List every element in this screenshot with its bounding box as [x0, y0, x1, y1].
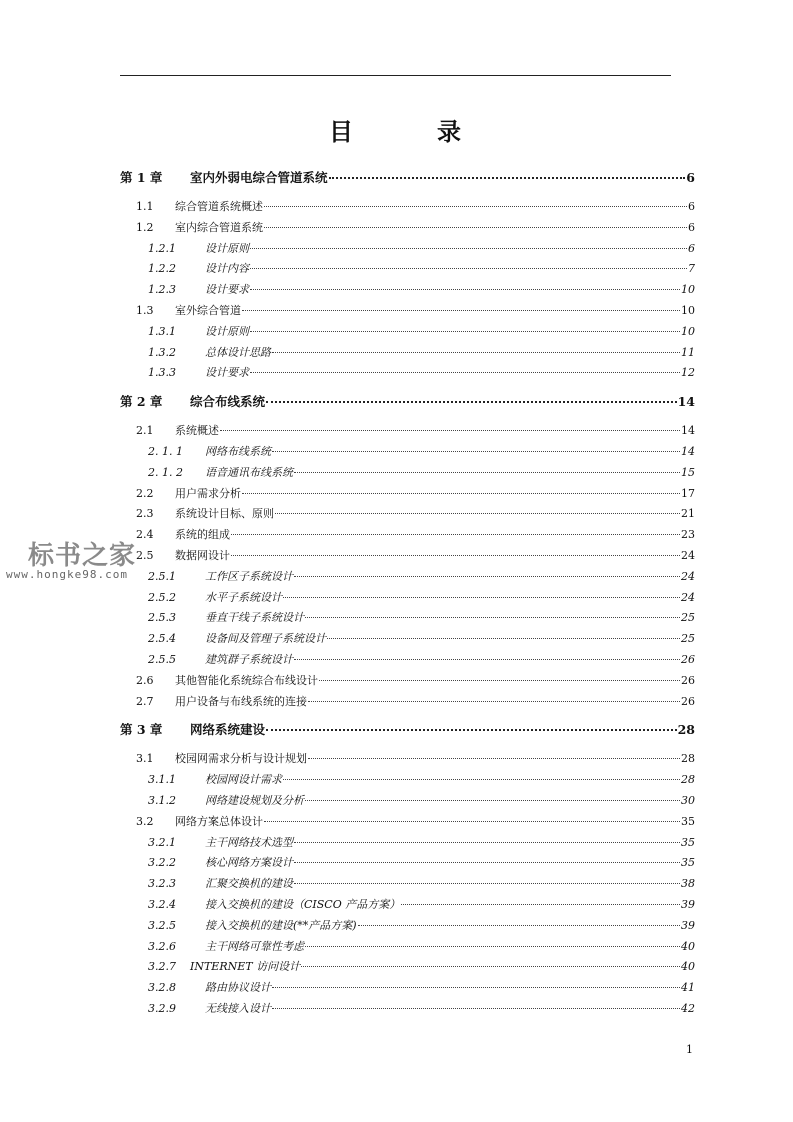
toc-entry-title: 用户设备与布线系统的连接	[175, 694, 307, 708]
toc-entry-title: 无线接入设计	[205, 1001, 271, 1015]
toc-entry-title: 核心网络方案设计	[205, 856, 293, 870]
toc-entry-title: INTERNET 访问设计	[190, 960, 301, 974]
toc-entry-number: 2.2	[136, 486, 154, 500]
toc-entry-title: 系统设计目标、原则	[175, 507, 274, 521]
toc-entry-page: 6	[688, 241, 695, 255]
toc-entry-title: 室内综合管道系统	[175, 220, 263, 234]
toc-entry-title: 综合管道系统概述	[175, 200, 263, 213]
toc-leader-dots	[250, 372, 680, 373]
toc-leader-dots	[272, 352, 680, 353]
toc-entry-number: 3.2.1	[148, 835, 176, 849]
toc-entry-page: 40	[681, 960, 695, 974]
toc-entry-page: 28	[681, 752, 695, 766]
toc-leader-dots	[401, 904, 680, 905]
toc-entry-page: 7	[688, 262, 695, 276]
toc-chapter-entry[interactable]	[120, 720, 695, 741]
toc-leader-dots	[305, 946, 680, 947]
toc-entry-title: 室内外弱电综合管道系统	[190, 170, 328, 185]
toc-entry[interactable]	[120, 588, 695, 609]
toc-entry-title: 其他智能化系统综合布线设计	[175, 673, 318, 687]
toc-entry-number: 第 1 章	[120, 170, 163, 185]
toc-entry-page: 6	[686, 170, 695, 185]
toc-entry-number: 1.3.2	[148, 345, 176, 359]
toc-entry[interactable]	[120, 442, 695, 463]
toc-entry-title: 设计内容	[205, 262, 249, 276]
toc-entry[interactable]	[120, 978, 695, 999]
toc-leader-dots	[242, 310, 680, 311]
toc-entry-page: 35	[681, 835, 695, 849]
toc-entry[interactable]	[120, 197, 695, 218]
toc-entry-title: 设计原则	[205, 324, 249, 338]
toc-entry-title: 系统概述	[175, 424, 219, 438]
toc-entry-title: 系统的组成	[175, 528, 230, 542]
toc-leader-dots	[294, 883, 680, 884]
toc-entry-page: 39	[681, 897, 695, 911]
toc-leader-dots	[294, 659, 680, 660]
toc-entry-number: 1.2.2	[148, 262, 176, 276]
toc-entry[interactable]	[120, 791, 695, 812]
toc-leader-dots	[305, 800, 680, 801]
toc-entry-page: 38	[681, 877, 695, 891]
toc-leader-dots	[308, 701, 680, 702]
toc-entry[interactable]	[120, 650, 695, 671]
toc-entry-page: 10	[681, 283, 695, 297]
toc-leader-dots	[294, 472, 680, 473]
toc-entry[interactable]	[120, 853, 695, 874]
toc-leader-dots	[231, 534, 680, 535]
toc-entry[interactable]	[120, 812, 695, 833]
toc-entry-number: 3.2.9	[148, 1001, 176, 1015]
toc-entry-number: 2.5	[136, 548, 154, 562]
toc-leader-dots	[272, 987, 680, 988]
toc-entry[interactable]	[120, 833, 695, 854]
toc-entry[interactable]	[120, 749, 695, 770]
toc-leader-dots	[319, 680, 680, 681]
toc-entry-number: 1.3.3	[148, 366, 176, 380]
toc-entry-number: 1.3.1	[148, 324, 176, 338]
watermark-url: www.hongke98.com	[6, 568, 128, 581]
toc-leader-dots	[250, 248, 687, 249]
toc-entry-title: 设计要求	[205, 283, 249, 297]
toc-entry-title: 校园网设计需求	[205, 773, 282, 787]
toc-entry-page: 23	[681, 528, 695, 542]
toc-entry-page: 35	[681, 856, 695, 870]
toc-entry-number: 2.7	[136, 694, 154, 708]
toc-leader-dots	[327, 638, 680, 639]
toc-entry[interactable]	[120, 463, 695, 484]
toc-leader-dots	[231, 555, 680, 556]
toc-entry[interactable]	[120, 999, 695, 1020]
toc-entry[interactable]	[120, 937, 695, 958]
toc-leader-dots	[329, 177, 686, 179]
toc-entry[interactable]	[120, 692, 695, 713]
toc-entry-number: 1.2.1	[148, 241, 176, 255]
toc-leader-dots	[294, 842, 680, 843]
toc-entry-number: 2. 1. 2	[148, 465, 183, 479]
toc-entry-number: 3.1	[136, 752, 154, 766]
toc-leader-dots	[220, 430, 680, 431]
toc-entry-page: 14	[677, 394, 695, 410]
toc-entry-number: 1.2	[136, 220, 154, 234]
toc-entry-number: 2.3	[136, 507, 154, 521]
toc-leader-dots	[283, 779, 680, 780]
toc-entry[interactable]	[120, 259, 695, 280]
toc-entry[interactable]	[120, 567, 695, 588]
toc-entry-title: 语音通讯布线系统	[205, 465, 293, 479]
toc-entry-page: 41	[681, 981, 695, 995]
toc-entry-title: 主干网络技术选型	[205, 835, 293, 849]
toc-chapter-entry[interactable]	[120, 168, 695, 189]
toc-entry-page: 15	[681, 465, 695, 479]
toc-entry-title: 设计要求	[205, 366, 249, 380]
toc-entry-page: 12	[681, 366, 695, 380]
toc-entry[interactable]	[120, 629, 695, 650]
toc-leader-dots	[272, 451, 680, 452]
page-number: 1	[686, 1043, 693, 1056]
toc-entry-title: 工作区子系统设计	[205, 569, 293, 583]
toc-entry-number: 2.5.5	[148, 652, 176, 666]
toc-entry-page: 14	[681, 444, 695, 458]
toc-entry-page: 24	[681, 590, 695, 604]
toc-entry[interactable]	[120, 874, 695, 895]
toc-entry-page: 11	[681, 345, 695, 359]
toc-leader-dots	[301, 966, 680, 967]
toc-entry[interactable]	[120, 504, 695, 525]
toc-leader-dots	[305, 617, 680, 618]
toc-entry-number: 2.5.4	[148, 632, 176, 646]
toc-entry-number: 3.2.6	[148, 939, 176, 953]
toc-entry[interactable]	[120, 546, 695, 567]
toc-leader-dots	[283, 597, 680, 598]
toc-entry-number: 2.5.3	[148, 611, 176, 625]
toc-entry-page: 14	[681, 424, 695, 438]
toc-entry[interactable]	[120, 916, 695, 937]
toc-leader-dots	[250, 331, 680, 332]
toc-entry-number: 2.5.1	[148, 569, 176, 583]
toc-entry-page: 6	[688, 220, 695, 234]
toc-leader-dots	[308, 758, 680, 759]
toc-leader-dots	[242, 493, 680, 494]
toc-leader-dots	[266, 729, 677, 731]
toc-entry-page: 35	[681, 814, 695, 828]
toc-entry[interactable]	[120, 218, 695, 239]
toc-entry-page: 40	[681, 939, 695, 953]
toc-entry[interactable]	[120, 770, 695, 791]
toc-leader-dots	[250, 289, 680, 290]
toc-entry-number: 1.3	[136, 303, 154, 317]
toc-entry[interactable]	[120, 957, 695, 978]
toc-entry[interactable]	[120, 671, 695, 692]
toc-entry-page: 25	[681, 611, 695, 625]
toc-entry-title: 室外综合管道	[175, 303, 241, 317]
toc-entry-title: 接入交换机的建设(**产品方案)	[205, 918, 357, 932]
toc-entry-page: 28	[677, 722, 695, 738]
toc-entry-title: 设备间及管理子系统设计	[205, 632, 326, 646]
toc-entry-title: 数据网设计	[175, 548, 230, 562]
toc-entry-title: 汇聚交换机的建设	[205, 877, 293, 891]
toc-entry[interactable]	[120, 322, 695, 343]
toc-leader-dots	[275, 513, 680, 514]
toc-entry-page: 25	[681, 632, 695, 646]
toc-entry-page: 30	[681, 793, 695, 807]
toc-entry-number: 2.6	[136, 673, 154, 687]
toc-entry[interactable]	[120, 608, 695, 629]
toc-entry-title: 建筑群子系统设计	[205, 652, 293, 666]
toc-entry-title: 接入交换机的建设（CISCO 产品方案）	[205, 897, 401, 911]
toc-entry-number: 3.2.7	[148, 960, 176, 974]
toc-entry-number: 3.2.5	[148, 918, 176, 932]
toc-entry-page: 24	[681, 548, 695, 562]
toc-entry-page: 39	[681, 918, 695, 932]
toc-entry-title: 网络布线系统	[205, 444, 271, 458]
toc-entry[interactable]	[120, 525, 695, 546]
toc-entry[interactable]	[120, 280, 695, 301]
toc-leader-dots	[264, 206, 687, 207]
toc-entry-title: 路由协议设计	[205, 981, 271, 995]
toc-entry-number: 3.1.1	[148, 773, 176, 787]
toc-entry-title: 垂直干线子系统设计	[205, 611, 304, 625]
toc-entry[interactable]	[120, 895, 695, 916]
toc-entry-number: 3.2.4	[148, 897, 176, 911]
toc-entry-number: 3.2.3	[148, 877, 176, 891]
toc-leader-dots	[294, 576, 680, 577]
toc-entry[interactable]	[120, 421, 695, 442]
toc-entry-number: 1.2.3	[148, 283, 176, 297]
toc-leader-dots	[264, 821, 680, 822]
page-title: 目 录	[329, 117, 491, 146]
toc-entry-page: 26	[681, 694, 695, 708]
toc-leader-dots	[264, 227, 687, 228]
toc-entry-title: 综合布线系统	[190, 394, 266, 410]
toc-entry-number: 3.1.2	[148, 793, 176, 807]
toc-entry-page: 10	[681, 303, 695, 317]
toc-entry-page: 26	[681, 652, 695, 666]
toc-entry-number: 第 3 章	[120, 722, 163, 738]
toc-entry-page: 28	[681, 773, 695, 787]
toc-entry-number: 1.1	[136, 200, 154, 213]
toc-entry-page: 10	[681, 324, 695, 338]
toc-entry-title: 总体设计思路	[205, 345, 271, 359]
toc-chapter-entry[interactable]	[120, 392, 695, 413]
toc-entry-number: 2.1	[136, 424, 154, 438]
toc-entry[interactable]	[120, 363, 695, 384]
table-of-contents	[120, 168, 695, 1020]
toc-entry-title: 网络建设规划及分析	[205, 793, 304, 807]
toc-leader-dots	[294, 862, 680, 863]
toc-leader-dots	[272, 1008, 680, 1009]
toc-entry-title: 校园网需求分析与设计规划	[175, 752, 307, 766]
toc-leader-dots	[266, 401, 677, 403]
toc-entry-page: 24	[681, 569, 695, 583]
toc-entry-title: 设计原则	[205, 241, 249, 255]
toc-entry-page: 17	[681, 486, 695, 500]
toc-leader-dots	[250, 268, 687, 269]
toc-entry-number: 3.2	[136, 814, 154, 828]
toc-entry-title: 水平子系统设计	[205, 590, 282, 604]
toc-entry-page: 21	[681, 507, 695, 521]
toc-entry-title: 用户需求分析	[175, 486, 241, 500]
toc-entry[interactable]	[120, 239, 695, 260]
toc-entry-page: 42	[681, 1001, 695, 1015]
toc-entry-number: 第 2 章	[120, 394, 163, 410]
toc-entry-title: 网络方案总体设计	[175, 814, 263, 828]
watermark-logo: 标书之家	[28, 541, 137, 571]
toc-entry[interactable]	[120, 301, 695, 322]
toc-entry-page: 6	[688, 200, 695, 213]
toc-entry-page: 26	[681, 673, 695, 687]
toc-leader-dots	[358, 925, 680, 926]
toc-entry-title: 主干网络可靠性考虑	[205, 939, 304, 953]
toc-entry[interactable]	[120, 484, 695, 505]
toc-entry-number: 3.2.8	[148, 981, 176, 995]
toc-entry[interactable]	[120, 343, 695, 364]
toc-entry-number: 2.4	[136, 528, 154, 542]
header-rule	[120, 75, 671, 76]
toc-entry-number: 2. 1. 1	[148, 444, 183, 458]
toc-entry-number: 2.5.2	[148, 590, 176, 604]
toc-entry-number: 3.2.2	[148, 856, 176, 870]
toc-entry-title: 网络系统建设	[190, 722, 266, 738]
